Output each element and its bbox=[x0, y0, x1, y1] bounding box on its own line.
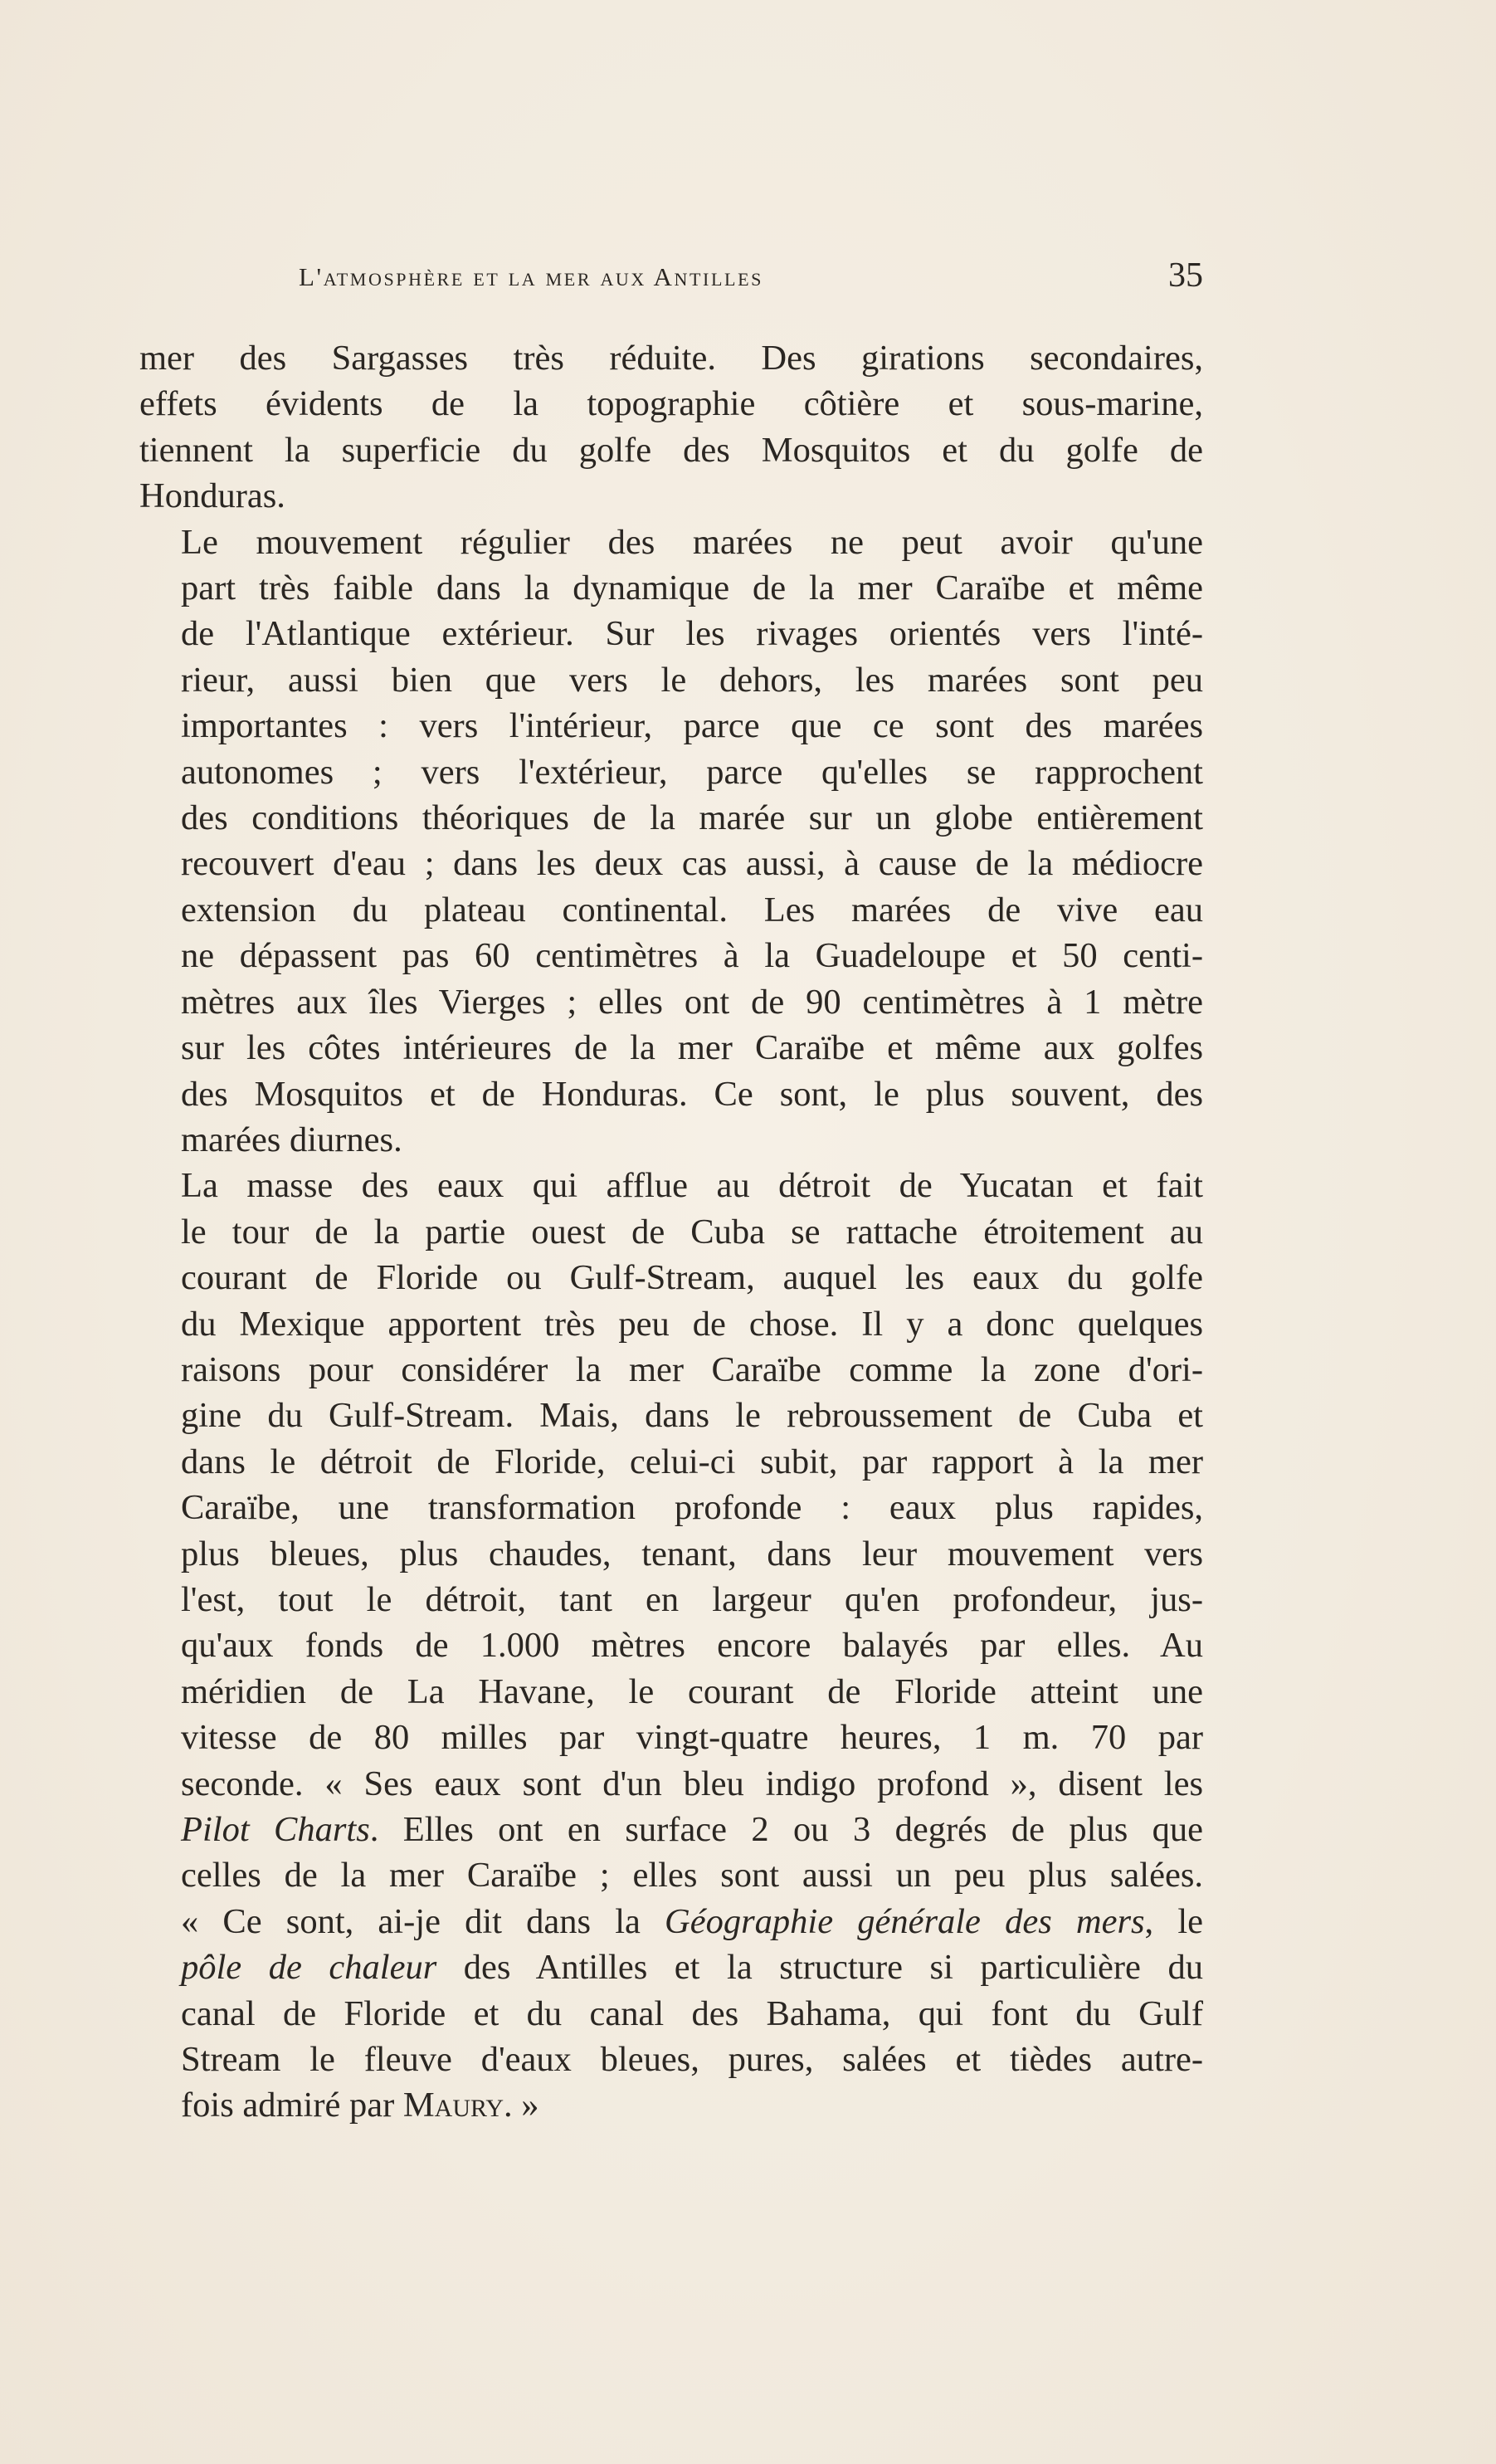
text-line: gine du Gulf-Stream. Mais, dans le rebroussement de Cuba et bbox=[181, 1396, 1203, 1436]
text-line: le tour de la partie ouest de Cuba se rattache étroitement au bbox=[181, 1212, 1203, 1252]
paragraph-1 bbox=[139, 335, 1203, 520]
text-run: fois admiré par bbox=[181, 2086, 403, 2125]
text-line: plus bleues, plus chaudes, tenant, dans leur mouvement vers bbox=[181, 1534, 1203, 1574]
text-line: marées diurnes. bbox=[181, 1120, 402, 1159]
text-line: extension du plateau continental. Les marées de vive eau bbox=[181, 890, 1203, 929]
text-line: du Mexique apportent très peu de chose. Il y a donc quelques bbox=[181, 1304, 1203, 1344]
text-line: canal de Floride et du canal des Bahama, qui font du Gulf bbox=[181, 1993, 1203, 2033]
text-line: courant de Floride ou Gulf-Stream, auquel les eaux du golfe bbox=[181, 1258, 1203, 1298]
page-number: 35 bbox=[1168, 256, 1203, 295]
text-line: des conditions théoriques de la marée sur un globe entièrement bbox=[181, 798, 1203, 838]
text-line: l'est, tout le détroit, tant en largeur qu'en profondeur, jus- bbox=[181, 1579, 1203, 1619]
text-line: sur les côtes intérieures de la mer Caraïbe et même aux golfes bbox=[181, 1028, 1203, 1068]
text-line: mètres aux îles Vierges ; elles ont de 90 centimètres à 1 mètre bbox=[181, 982, 1203, 1022]
body-text bbox=[139, 335, 1203, 2129]
text-line: La masse des eaux qui afflue au détroit de Yucatan et fait bbox=[181, 1166, 1203, 1206]
text-line bbox=[139, 1899, 1203, 1944]
paragraph-3 bbox=[139, 1163, 1203, 2129]
running-title: L'atmosphère et la mer aux Antilles bbox=[299, 262, 763, 291]
text-line bbox=[139, 2082, 1203, 2128]
text-line: mer des Sargasses très réduite. Des girations secondaires, bbox=[139, 339, 1203, 378]
text-line: effets évidents de la topographie côtière et sous-marine, bbox=[139, 384, 1203, 424]
text-line: qu'aux fonds de 1.000 mètres encore balayés par elles. Au bbox=[181, 1626, 1203, 1666]
text-line: rieur, aussi bien que vers le dehors, les marées sont peu bbox=[181, 660, 1203, 700]
text-line: part très faible dans la dynamique de la mer Caraïbe et même bbox=[181, 568, 1203, 608]
text-line: raisons pour considérer la mer Caraïbe comme la zone d'ori- bbox=[181, 1349, 1203, 1389]
text-line: ne dépassent pas 60 centimètres à la Guadeloupe et 50 centi- bbox=[181, 936, 1203, 976]
text-line: Caraïbe, une transformation profonde : eaux plus rapides, bbox=[181, 1488, 1203, 1528]
author-name: Maury bbox=[402, 2086, 504, 2125]
text-run: des Antilles et la structure si particulière du bbox=[436, 1948, 1203, 1988]
text-line: des Mosquitos et de Honduras. Ce sont, le plus souvent, des bbox=[181, 1074, 1203, 1114]
text-line: vitesse de 80 milles par vingt-quatre heures, 1 m. 70 par bbox=[181, 1718, 1203, 1758]
text-line bbox=[139, 1807, 1203, 1852]
text-line: Le mouvement régulier des marées ne peut avoir qu'une bbox=[181, 522, 1203, 562]
text-line: Stream le fleuve d'eaux bleues, pures, salées et tièdes autre- bbox=[181, 2040, 1203, 2080]
text-line: autonomes ; vers l'extérieur, parce qu'elles se rapprochent bbox=[181, 752, 1203, 792]
text-run: , le bbox=[1144, 1901, 1204, 1941]
text-line: dans le détroit de Floride, celui-ci subit, par rapport à la mer bbox=[181, 1442, 1203, 1481]
italic-title-pilot-charts: Pilot Charts bbox=[181, 1810, 370, 1849]
italic-title-geographie: Géographie générale des mers bbox=[665, 1901, 1145, 1941]
text-run: . » bbox=[504, 2086, 539, 2125]
text-line: seconde. « Ses eaux sont d'un bleu indigo profond », disent les bbox=[181, 1764, 1203, 1803]
text-line: de l'Atlantique extérieur. Sur les rivages orientés vers l'inté- bbox=[181, 614, 1203, 654]
italic-phrase: pôle de chaleur bbox=[181, 1948, 437, 1988]
paragraph-2 bbox=[139, 520, 1203, 1164]
text-line: Honduras. bbox=[139, 476, 285, 516]
text-run: . Elles ont en surface 2 ou 3 degrés de plus que bbox=[369, 1810, 1203, 1849]
text-line: importantes : vers l'intérieur, parce que ce sont des marées bbox=[181, 706, 1203, 746]
text-line: tiennent la superficie du golfe des Mosquitos et du golfe de bbox=[139, 430, 1203, 470]
text-line bbox=[139, 1944, 1203, 1990]
text-run: « Ce sont, ai-je dit dans la bbox=[181, 1901, 665, 1941]
text-line: méridien de La Havane, le courant de Floride atteint une bbox=[181, 1671, 1203, 1711]
text-line: celles de la mer Caraïbe ; elles sont aussi un peu plus salées. bbox=[181, 1856, 1203, 1896]
running-head bbox=[299, 256, 1203, 300]
text-line: recouvert d'eau ; dans les deux cas aussi, à cause de la médiocre bbox=[181, 844, 1203, 884]
